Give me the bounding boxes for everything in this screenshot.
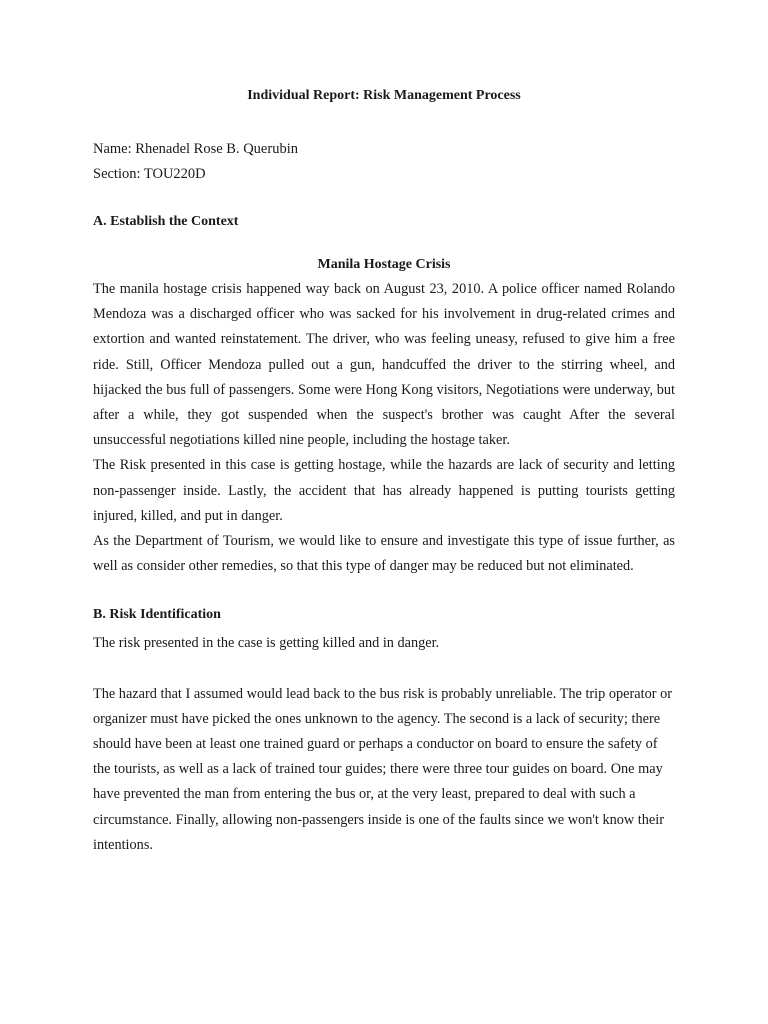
section-a-paragraph-2: The Risk presented in this case is getting hostage, while the hazards are lack of security and letting non-passenger inside. Lastly, the accident that has already happened is putting tourists getting injured, killed, and put in danger. bbox=[93, 457, 675, 524]
document-title: Individual Report: Risk Management Process bbox=[247, 88, 521, 103]
author-info bbox=[93, 137, 675, 187]
section-a-paragraph-3: As the Department of Tourism, we would like to ensure and investigate this type of issue further, as well as consider other remedies, so that this type of danger may be reduced but not eliminated. bbox=[93, 533, 675, 575]
section-a-paragraph-1: The manila hostage crisis happened way back on August 23, 2010. A police officer named Rolando Mendoza was a discharged officer who was sacked for his involvement in drug-related crimes and extortion and wanted reinstatement. The driver, who was feeling uneasy, refused to give him a free ride. Still, Officer Mendoza pulled out a gun, handcuffed the driver to the stirring wheel, and hijacked the bus full of passengers. Some were Hong Kong visitors, Negotiations were underway, but after a while, they got suspended when the suspect's brother was caught After the several unsuccessful negotiations killed nine people, including the hostage taker. bbox=[93, 281, 675, 449]
section-b-heading: B. Risk Identification bbox=[93, 607, 221, 623]
name-line: Name: Rhenadel Rose B. Querubin bbox=[93, 141, 298, 157]
section-b-paragraph-2: The hazard that I assumed would lead back to the bus risk is probably unreliable. The trip operator or organizer must have picked the ones unknown to the agency. The second is a lack of security; there should have been at least one trained guard or perhaps a conductor on board to ensure the safety of the tourists, as well as a lack of trained tour guides; there were three tour guides on board. One may have prevented the man from entering the bus or, at the very least, prepared to deal with such a circumstance. Finally, allowing non-passengers inside is one of the faults since we won't know their intentions. bbox=[93, 685, 672, 853]
section-a-subtitle: Manila Hostage Crisis bbox=[317, 257, 451, 272]
document-page bbox=[93, 86, 675, 858]
section-line: Section: TOU220D bbox=[93, 166, 206, 182]
section-a-heading: A. Establish the Context bbox=[93, 214, 239, 229]
section-b-paragraph-1: The risk presented in the case is getting killed and in danger. bbox=[93, 635, 440, 652]
